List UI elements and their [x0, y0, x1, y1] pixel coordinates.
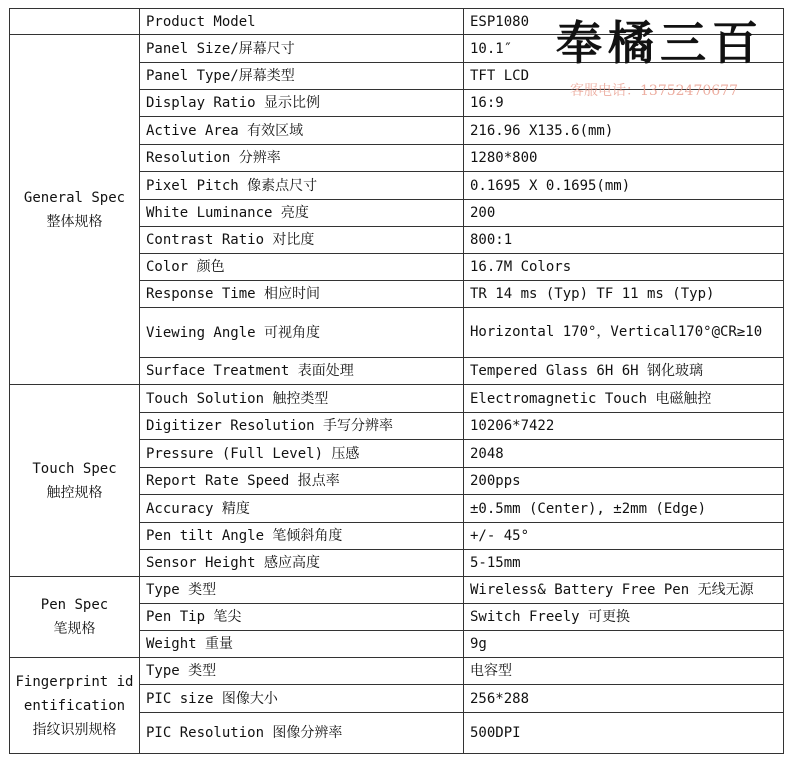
- category-cell-pen-spec: [10, 577, 140, 658]
- spec-table: [9, 8, 784, 754]
- spec-key-cell: Touch Solution 触控类型: [140, 385, 464, 413]
- spec-key-cell: PIC Resolution 图像分辨率: [140, 713, 464, 754]
- brand-contact-text: 客服电话：13752470677: [570, 83, 738, 99]
- spec-key-cell: Report Rate Speed 报点率: [140, 468, 464, 495]
- spec-value-cell: 5-15mm: [464, 550, 784, 577]
- spec-key-cell: Viewing Angle 可视角度: [140, 308, 464, 358]
- category-label-zh: 笔规格: [53, 621, 96, 637]
- header-key-cell: Product Model: [140, 9, 464, 35]
- spec-value-cell: 200: [464, 200, 784, 227]
- spec-key-cell: Active Area 有效区域: [140, 117, 464, 145]
- brand-logo: 奉橘三百: [556, 16, 764, 70]
- spec-key-cell: Contrast Ratio 对比度: [140, 227, 464, 254]
- category-label-zh: 整体规格: [46, 213, 103, 230]
- spec-value-cell: 0.1695 X 0.1695(mm): [464, 172, 784, 200]
- spec-key-cell: Color 颜色: [140, 254, 464, 281]
- spec-value-cell: Electromagnetic Touch 电磁触控: [464, 385, 784, 413]
- spec-key-cell: Pen Tip 笔尖: [140, 604, 464, 631]
- spec-value-cell: 1280*800: [464, 145, 784, 172]
- spec-value-cell: +/- 45°: [464, 523, 784, 550]
- table-row-header: [10, 9, 784, 35]
- category-cell-general-spec: [10, 35, 140, 385]
- spec-value-cell: 16:9: [464, 90, 784, 117]
- spec-value-cell: TFT LCD: [464, 63, 784, 90]
- table-row: [10, 577, 784, 604]
- header-empty-cell: [10, 9, 140, 35]
- category-cell-touch-spec: [10, 385, 140, 577]
- spec-key-cell: Weight 重量: [140, 631, 464, 658]
- spec-key-cell: Pen tilt Angle 笔倾斜角度: [140, 523, 464, 550]
- spec-key-cell: Surface Treatment 表面处理: [140, 358, 464, 385]
- category-label-zh: 触控规格: [46, 484, 103, 501]
- spec-value-cell: Switch Freely 可更换: [464, 604, 784, 631]
- spec-key-cell: Panel Size/屏幕尺寸: [140, 35, 464, 63]
- category-label-en: General Spec: [23, 189, 126, 206]
- spec-value-cell: TR 14 ms (Typ) TF 11 ms (Typ): [464, 281, 784, 308]
- category-label-zh: 指纹识别规格: [32, 721, 117, 738]
- spec-value-cell: Wireless& Battery Free Pen 无线无源: [464, 577, 784, 604]
- header-value-cell: ESP1080: [464, 9, 784, 35]
- spec-value-cell: 9g: [464, 631, 784, 658]
- spec-key-cell: Response Time 相应时间: [140, 281, 464, 308]
- spec-key-cell: Type 类型: [140, 658, 464, 685]
- category-label-en: Pen Spec: [40, 597, 109, 613]
- category-cell-fingerprint-spec: [10, 658, 140, 754]
- spec-value-cell: 10.1″: [464, 35, 784, 63]
- spec-value-cell: ±0.5mm (Center), ±2mm (Edge): [464, 495, 784, 523]
- spec-key-cell: Pressure (Full Level) 压感: [140, 440, 464, 468]
- spec-key-cell: Accuracy 精度: [140, 495, 464, 523]
- spec-value-cell: 电容型: [464, 658, 784, 685]
- spec-table-body: [10, 9, 784, 754]
- spec-value-cell: 2048: [464, 440, 784, 468]
- spec-value-cell: 10206*7422: [464, 413, 784, 440]
- table-row: [10, 658, 784, 685]
- category-label-en: Touch Spec: [32, 460, 117, 477]
- spec-value-cell: 216.96 X135.6(mm): [464, 117, 784, 145]
- spec-value-cell: Horizontal 170°，Vertical170°@CR≥10: [464, 308, 784, 358]
- spec-key-cell: Resolution 分辨率: [140, 145, 464, 172]
- category-label-en: Fingerprint identification: [15, 673, 134, 714]
- spec-key-cell: Digitizer Resolution 手写分辨率: [140, 413, 464, 440]
- spec-value-cell: 500DPI: [464, 713, 784, 754]
- spec-key-cell: Pixel Pitch 像素点尺寸: [140, 172, 464, 200]
- spec-value-cell: Tempered Glass 6H 6H 钢化玻璃: [464, 358, 784, 385]
- spec-key-cell: Panel Type/屏幕类型: [140, 63, 464, 90]
- spec-value-cell: 200pps: [464, 468, 784, 495]
- spec-value-cell: 256*288: [464, 685, 784, 713]
- spec-value-cell: 800:1: [464, 227, 784, 254]
- table-row: [10, 35, 784, 63]
- spec-key-cell: Type 类型: [140, 577, 464, 604]
- spec-key-cell: Sensor Height 感应高度: [140, 550, 464, 577]
- spec-key-cell: White Luminance 亮度: [140, 200, 464, 227]
- spec-key-cell: PIC size 图像大小: [140, 685, 464, 713]
- table-row: [10, 385, 784, 413]
- spec-key-cell: Display Ratio 显示比例: [140, 90, 464, 117]
- spec-value-cell: 16.7M Colors: [464, 254, 784, 281]
